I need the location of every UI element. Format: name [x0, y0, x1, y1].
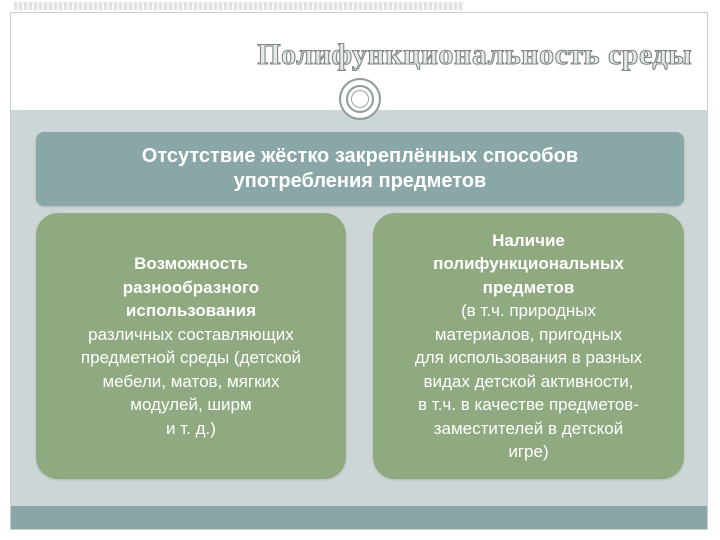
left-card-bold-line: разнообразного	[122, 277, 260, 297]
left-card-line: предметной среды (детской	[80, 348, 302, 367]
right-card-line: (в т.ч. природных	[460, 301, 597, 320]
left-card-text	[81, 252, 301, 440]
right-card	[373, 213, 684, 479]
left-card-line: различных составляющих	[88, 324, 294, 344]
right-card-line: материалов, пригодных	[434, 324, 623, 344]
left-card-bold-line: использования	[125, 301, 257, 320]
left-card-line: модулей, ширм	[130, 395, 252, 414]
right-card-line: для использования в разных	[414, 348, 643, 367]
right-card-line: в т.ч. в качестве предметов-	[418, 395, 639, 414]
left-card-line: мебели, матов, мягких	[102, 371, 280, 391]
left-card-bold-line: Возможность	[134, 254, 248, 273]
header-box	[36, 132, 684, 206]
left-card-line: и т. д.)	[166, 418, 216, 438]
ornament-ring-inner	[351, 90, 369, 108]
slide-title: Полифункциональность среды	[257, 38, 692, 71]
left-card	[36, 213, 346, 479]
right-card-line: заместителей в детской	[433, 418, 624, 438]
top-decoration-strip	[14, 2, 464, 10]
right-card-bold-line: Наличие	[492, 230, 565, 250]
right-card-bold-line: полифункциональных	[433, 254, 624, 273]
header-text: Отсутствие жёстко закреплённых способов употребления предметов	[141, 145, 579, 192]
right-card-bold-line: предметов	[482, 277, 575, 297]
right-card-text	[415, 229, 642, 464]
circle-ornament-icon	[339, 78, 381, 120]
right-card-line: игре)	[508, 442, 549, 461]
right-card-line: видах детской активности,	[423, 371, 634, 391]
bottom-bar	[11, 506, 707, 529]
